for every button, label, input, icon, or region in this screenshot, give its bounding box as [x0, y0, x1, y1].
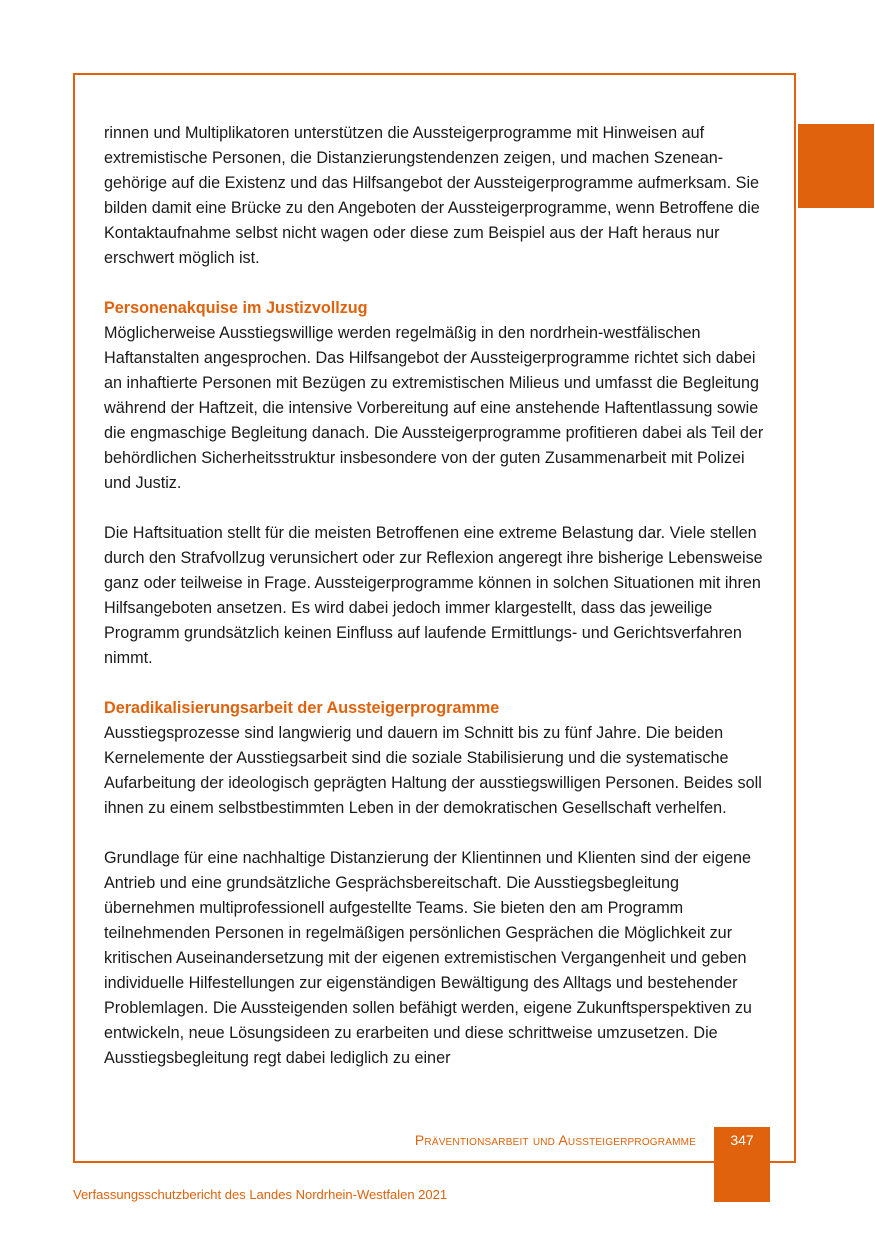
heading-personenakquise: Personenakquise im Justizvollzug	[104, 299, 368, 317]
paragraph-5: Grundlage für eine nachhaltige Distanzierung der Klientinnen und Klienten sind der eigene Antrieb und eine grundsätzliche Gesprächsbereitschaft. Die Ausstiegsbegleitung übernehmen multiprofessionell aufgestellte Teams. Sie bieten den am Programm teilnehmenden Personen in regelmäßigen persönlichen Gesprächen die Möglichkeit zur kritischen Auseinandersetzung mit der eigenen extremistischen Vergangenheit und geben individuelle Hilfestellungen zur eigenständigen Bewältigung des Alltags und bestehender Problemlagen. Die Aussteigenden sollen befähigt werden, eigene Zukunftsperspektiven zu entwickeln, neue Lösungsideen zu erarbeiten und diese schrittweise umzusetzen. Die Ausstiegsbegleitung regt dabei lediglich zu einer	[104, 849, 752, 1067]
main-text	[104, 121, 774, 1071]
heading-deradikalisierung: Deradikalisierungsarbeit der Aussteigerprogramme	[104, 699, 500, 717]
paragraph-4: Ausstiegsprozesse sind langwierig und dauern im Schnitt bis zu fünf Jahre. Die beiden Kernelemente der Ausstiegsarbeit sind die soziale Stabilisierung und die systematische Aufarbeitung der ideologisch geprägten Haltung der ausstiegswilligen Personen. Beides soll ihnen zu einem selbstbestimmten Leben in der demokratischen Gesellschaft verhelfen.	[104, 724, 762, 817]
paragraph-2: Möglicherweise Ausstiegswillige werden regelmäßig in den nordrhein-westfälischen Haftanstalten angesprochen. Das Hilfsangebot der Aussteigerprogramme richtet sich dabei an inhaftierte Personen mit Bezügen zu extremistischen Milieus und umfasst die Begleitung während der Haftzeit, die intensive Vorbereitung auf eine anstehende Haftentlassung sowie die engmaschige Begleitung danach. Die Aussteigerprogramme profitieren dabei als Teil der behördlichen Sicherheitsstruktur insbesondere von der guten Zusammenarbeit mit Polizei und Justiz.	[104, 324, 764, 492]
page-number-box	[714, 1127, 770, 1202]
page-number: 347	[730, 1132, 754, 1148]
running-footer-title: Präventionsarbeit und Aussteigerprogramme	[414, 1132, 696, 1148]
publication-source: Verfassungsschutzbericht des Landes Nordrhein-Westfalen 2021	[73, 1187, 448, 1202]
paragraph-3: Die Haftsituation stellt für die meisten Betroffenen eine extreme Belastung dar. Viele stellen durch den Strafvollzug verunsichert oder zur Reflexion angeregt ihre bisherige Lebensweise ganz oder teilweise in Frage. Aussteigerprogramme können in solchen Situationen mit ihren Hilfsangeboten ansetzen. Es wird dabei jedoch immer klargestellt, dass das jeweilige Programm grundsätzlich keinen Einfluss auf laufende Ermittlungs- und Gerichtsverfahren nimmt.	[104, 524, 763, 667]
paragraph-1: rinnen und Multiplikatoren unterstützen die Aussteigerprogramme mit Hinweisen auf extremistische Personen, die Distanzierungstendenzen zeigen, und machen Szeneangehörige auf die Existenz und das Hilfsangebot der Aussteigerprogramme aufmerksam. Sie bilden damit eine Brücke zu den Angeboten der Aussteigerprogramme, wenn Betroffene die Kontaktaufnahme selbst nicht wagen oder diese zum Beispiel aus der Haft heraus nur erschwert möglich ist.	[104, 124, 760, 267]
chapter-tab-marker	[798, 124, 874, 208]
